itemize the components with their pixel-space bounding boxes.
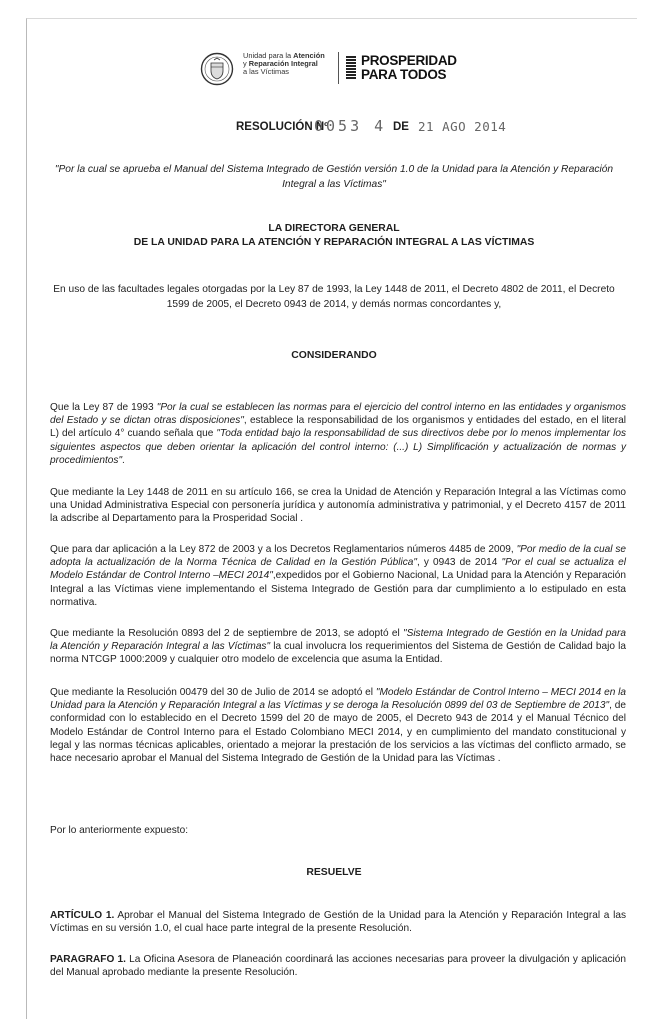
prosperidad-flag-icon <box>346 56 356 80</box>
consideration-paragraph: Que la Ley 87 de 1993 "Por la cual se establecen las normas para el ejercicio del control interno en las entidades y organismos del Estado y se dictan otras disposiciones", establece la responsabilidad de los organismos y entidades del estado, en el literal L) del artículo 4° cuando señala que "Toda entidad bajo la responsabilidad de sus directivos debe por lo menos implementar los siguientes aspectos que deben orientar la aplicación del control interno: (...) L) Simplificación y actualización de normas y procedimientos". <box>50 402 627 466</box>
consideration-paragraph: Que mediante la Resolución 0893 del 2 de septiembre de 2013, se adoptó el "Sistema Integrado de Gestión en la Unidad para la Atención y Reparación Integral a las Víctimas" la cual involucra los requerimientos del Sistema de Gestión de Calidad bajo la norma NTCGP 1000:2009 y cualquier otro modelo de excelencia que asuma la Entidad. <box>50 628 626 666</box>
colombia-coat-of-arms-icon <box>200 52 234 86</box>
articulo-1: ARTÍCULO 1. Aprobar el Manual del Sistema Integrado de Gestión de la Unidad para la Atención y Reparación Integral a las Víctimas en su versión 1.0, el cual hace parte integral de la presente Resolución. <box>50 910 626 935</box>
authority-heading: LA DIRECTORA GENERAL DE LA UNIDAD PARA LA ATENCIÓN Y REPARACIÓN INTEGRAL A LAS VÍCTIMAS <box>133 223 535 248</box>
logo-divider <box>338 52 339 84</box>
consideration-paragraph: Que mediante la Ley 1448 de 2011 en su artículo 166, se crea la Unidad de Atención y Reparación Integral a las Víctimas como una Unidad Administrativa Especial con personería jurídica y autonomía administrativa y patrimonial, y el Decreto 4157 de 2011 la adscribe al Departamento para la Prosperidad Social . <box>50 487 626 525</box>
resolution-subject: "Por la cual se aprueba el Manual del Sistema Integrado de Gestión versión 1.0 de la Unidad para la Atención y Reparación Integral a las Víctimas" <box>54 164 614 190</box>
considerando-heading: CONSIDERANDO <box>291 350 377 361</box>
resuelve-heading: RESUELVE <box>306 867 362 878</box>
resolution-number-stamp: 0053 4 <box>314 117 387 135</box>
unidad-victimas-logo-text: Unidad para la Atención y Reparación Integral a las Víctimas <box>243 51 325 77</box>
consideration-paragraph: Que mediante la Resolución 00479 del 30 de Julio de 2014 se adoptó el "Modelo Estándar de Control Interno – MECI 2014 en la Unidad para la Atención y Reparación Integral a las Víctimas y se deroga la Resolución 0899 del 03 de Septiembre de 2013", de conformidad con lo establecido en el Decreto 1599 del 20 de mayo de 2005, el Decreto 943 de 2014 y el Manual Técnico del Modelo Estándar de Control Interno para el Estado Colombiano MECI 2014, y en cumplimiento del mandato constitucional y legal y las normas técnicas aplicables, orientado a mejorar la prestación de los servicios a las víctimas del conflicto armado, se hace necesario aprobar el Manual del Sistema Integrado de Gestión de la Unidad para las Víctimas . <box>50 687 627 765</box>
paragrafo-1: PARAGRAFO 1. La Oficina Asesora de Planeación coordinará las acciones necesarias para proveer la divulgación y aplicación del Manual aprobado mediante la presente Resolución. <box>50 954 626 979</box>
expuesto-line: Por lo anteriormente expuesto: <box>50 825 189 836</box>
consideration-paragraph: Que para dar aplicación a la Ley 872 de 2003 y a los Decretos Reglamentarios números 4485 de 2009, "Por medio de la cual se adopta la actualización de la Norma Técnica de Calidad en la Gestión Pública", y 0943 de 2014 "Por el cual se actualiza el Modelo Estándar de Control Interno –MECI 2014",expedidos por el Gobierno Nacional, La Unidad para la Atención y Reparación Integral a las Víctimas viene implementando el Sistema Integrado de Gestión para dar cumplimiento a lo estipulado en esta normativa. <box>50 544 626 608</box>
resolution-label: RESOLUCIÓN Nº <box>236 121 329 133</box>
resolution-line <box>0 117 664 141</box>
prosperidad-para-todos-logo: PROSPERIDAD PARA TODOS <box>361 53 457 82</box>
resolution-date-stamp: 21 AGO 2014 <box>418 119 507 134</box>
resolution-de: DE <box>393 121 409 133</box>
letterhead <box>0 48 664 94</box>
legal-basis-paragraph: En uso de las facultades legales otorgadas por la Ley 87 de 1993, la Ley 1448 de 2011, el Decreto 4802 de 2011, el Decreto 1599 de 2005, el Decreto 0943 de 2014, y demás normas concordantes y, <box>53 284 615 310</box>
